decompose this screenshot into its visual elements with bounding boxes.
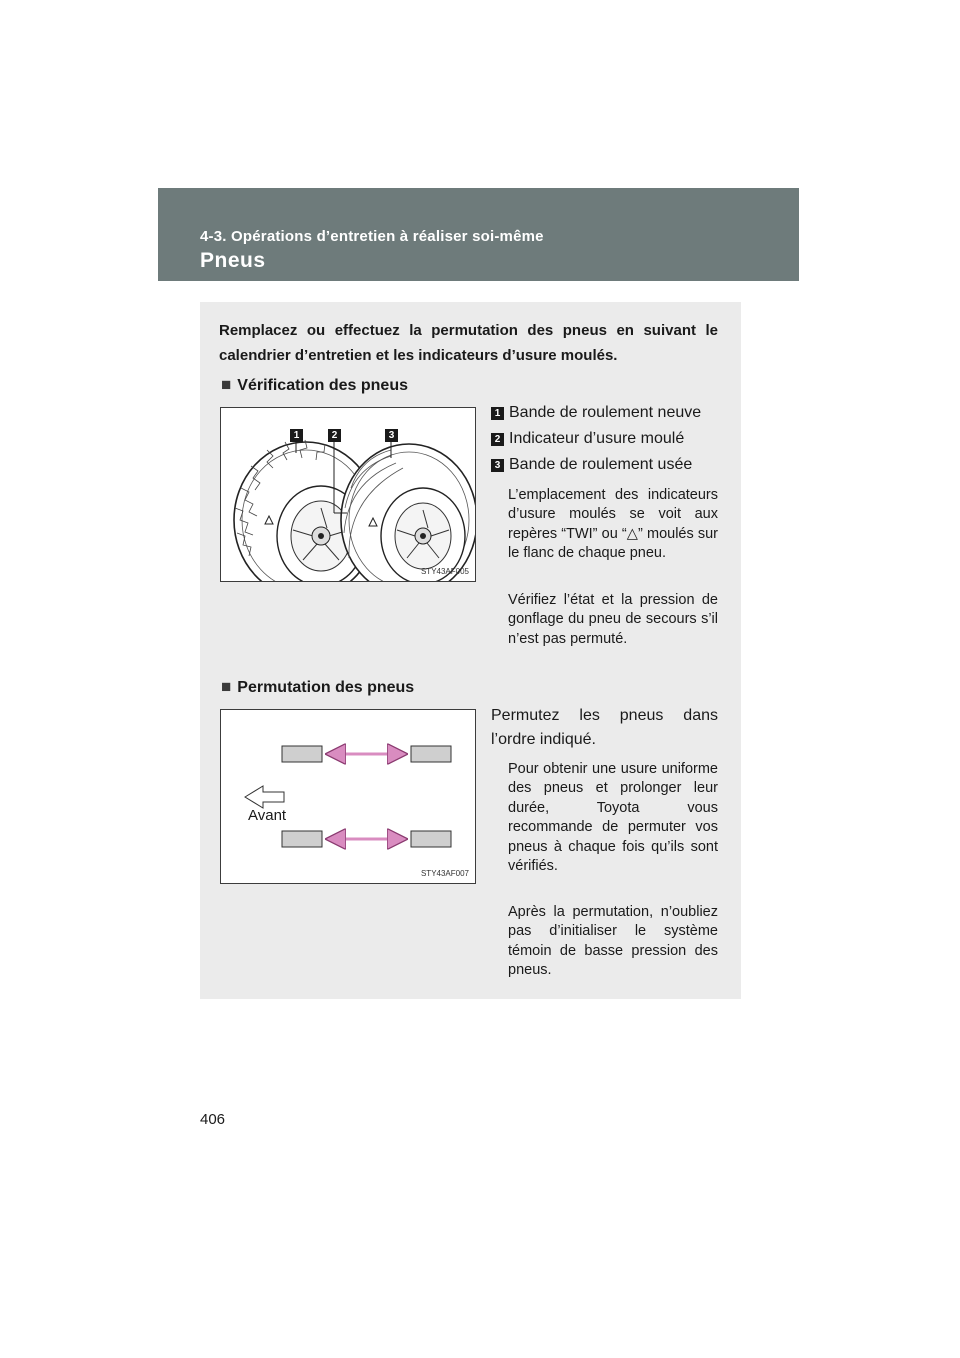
tires-illustration — [221, 408, 475, 581]
figure-code: STY43AF007 — [420, 869, 469, 878]
list-item-label: Bande de roulement usée — [509, 456, 693, 473]
note-twi: L’emplacement des indicateurs d’usure moulés se voit aux repères “TWI” ou “△” moulés sur le flanc de chaque pneu. — [508, 487, 718, 562]
number-badge: 3 — [491, 459, 504, 472]
list-item-label: Indicateur d’usure moulé — [509, 430, 685, 447]
section-title: 4-3. Opérations d’entretien à réaliser soi-même — [200, 228, 544, 245]
list-item-label: Bande de roulement neuve — [509, 404, 702, 421]
note-rotation-2: Après la permutation, n’oubliez pas d’initialiser le système témoin de basse pression des pneus. — [508, 904, 718, 979]
list-item — [491, 455, 692, 475]
square-bullet-icon: ■ — [221, 375, 232, 394]
square-bullet-icon: ■ — [221, 677, 232, 696]
note-rotation-1: Pour obtenir une usure uniforme des pneus et prolonger leur durée, Toyota vous recommande de permuter vos pneus à chaque fois qu’ils sont vérifiés. — [508, 761, 718, 875]
number-badge: 1 — [491, 407, 504, 420]
callout-3: 3 — [385, 429, 398, 442]
rotation-body: Permutez les pneus dans l’ordre indiqué. — [491, 707, 718, 748]
section-header — [158, 188, 799, 281]
tire-check-heading — [221, 375, 408, 395]
number-badge: 2 — [491, 433, 504, 446]
rotation-diagram — [221, 710, 475, 883]
note-spare: Vérifiez l’état et la pression de gonflage du pneu de secours s’il n’est pas permuté. — [508, 592, 718, 647]
rotation-heading-label: Permutation des pneus — [237, 679, 415, 696]
tire-check-heading-label: Vérification des pneus — [237, 377, 408, 394]
page-number: 406 — [200, 1111, 226, 1128]
intro-text: Remplacez ou effectuez la permutation des pneus en suivant le calendrier d’entretien et les indicateurs d’usure moulés. — [219, 322, 718, 364]
tire-rotation-figure — [220, 709, 476, 884]
list-item — [491, 429, 684, 449]
list-item — [491, 403, 701, 423]
rotation-heading — [221, 677, 414, 697]
tire-wear-figure — [220, 407, 476, 582]
page-title: Pneus — [200, 249, 266, 272]
callout-1: 1 — [290, 429, 303, 442]
figure-code: STY43AF005 — [420, 567, 469, 576]
callout-2: 2 — [328, 429, 341, 442]
front-label: Avant — [248, 807, 287, 824]
